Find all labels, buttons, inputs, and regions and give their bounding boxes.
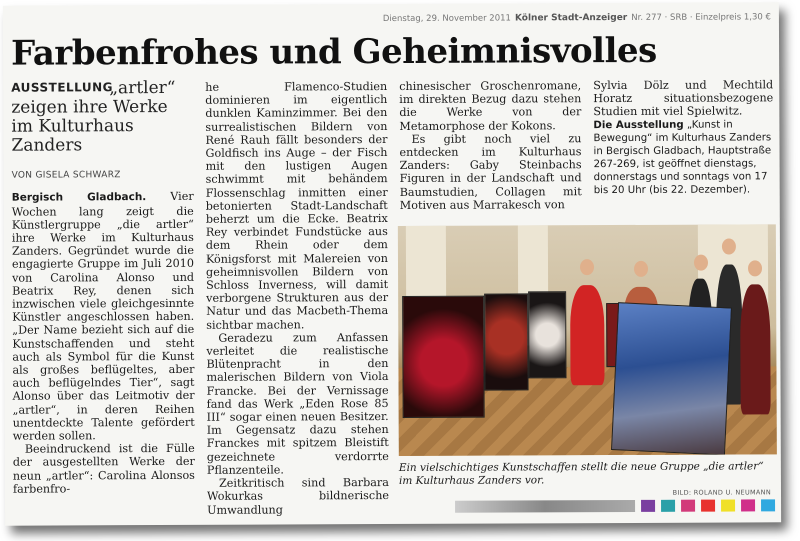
kicker-label: AUSSTELLUNG: [11, 80, 114, 95]
color-swatch: [741, 499, 755, 511]
artist-head: [634, 261, 648, 277]
masthead: [383, 12, 771, 24]
info-label: Die Ausstellung: [593, 119, 684, 131]
color-swatch: [661, 500, 675, 512]
article-paragraph: Beeindruckend ist die Fülle der ausgestellten Werke der neun „artler“: Carolina Alonsos farbenfro-: [12, 442, 195, 496]
flamenco-painting-1: [402, 296, 485, 418]
photo-credit: BILD: ROLAND U. NEUMANN: [672, 488, 772, 497]
color-swatch: [701, 500, 715, 512]
newspaper-clipping: [3, 2, 781, 525]
landscape-painting: [611, 302, 732, 455]
column-2: [205, 80, 389, 516]
color-swatch: [641, 500, 655, 512]
artist-head: [748, 260, 762, 276]
article-paragraph: Zeitkritisch sind Barbara Wokurkas bildnerische Umwandlung: [206, 476, 390, 517]
column-4: [593, 78, 774, 196]
color-swatch: [761, 499, 775, 511]
artist-woman-red: [570, 285, 604, 385]
issue-date: Dienstag, 29. November 2011: [382, 13, 511, 25]
article-paragraph: he Flamenco-Studien dominieren im eigentlich dunklen Kaminzimmer. Bei den surrealistischen Bildern von René Rauh fällt besonders der Goldfisch ins Auge – der Fisch mit den lustigen Augen schwimmt mit behändem Flossenschlag inmitten einer betonierten Stadt-Landschaft beherzt um die Ecke. Beatrix Rey verbindet Fundstücke aus dem Rhein oder dem Königsforst mit Malereien von geheimnisvollen Bildern von Schloss Inverness, will damit verborgene Strukturen aus der Natur und das Macbeth-Thema sichtbar machen.: [205, 80, 389, 332]
artist-woman-right: [740, 284, 771, 414]
photo-caption: Ein vielschichtiges Kunstschaffen stellt die neue Gruppe „die artler“ im Kulturhaus Zanders vor.: [398, 460, 764, 487]
article-paragraph: Sylvia Dölz und Mechtild Horatz situationsbezogene Studien mit viel Spielwitz.: [593, 78, 774, 119]
color-swatch: [681, 500, 695, 512]
artist-head: [580, 259, 594, 275]
color-swatch: [721, 500, 735, 512]
flamenco-painting-3: [528, 291, 566, 378]
artist-head: [694, 255, 708, 271]
issue-info: Nr. 277 · SRB · Einzelpreis 1,30 €: [631, 12, 771, 23]
flamenco-painting-2: [484, 293, 528, 390]
exhibition-info: Die Ausstellung „Kunst in Bewegung“ im Kulturhaus Zanders in Bergisch Gladbach, Hauptstraße 267-269, ist geöffnet dienstags, donnerstags und sonntags von 17 bis 20 Uhr (bis 22. Dezember).: [593, 119, 772, 196]
article-photo: [398, 224, 777, 456]
dateline-place: Bergisch Gladbach.: [11, 191, 147, 205]
headline: Farbenfrohes und Geheimnisvolles: [10, 30, 657, 74]
subheadline: „artler“ zeigen ihre Werke im Kulturhaus Zanders: [11, 78, 176, 156]
article-paragraph: Bergisch Gladbach. Vier Wochen lang zeigt die Künstlergruppe „die artler“ ihre Werke im Kulturhaus Zanders. Gegründet wurde die engagierte Gruppe im Juli 2010 von Carolina Alonso und Beatrix Rey, denen sich inzwischen viele gleichgesinnte Künstler angeschlossen haben. „Der Name bezieht sich auf die Kunstschaffenden und steht auch als Symbol für die Kunst als großes beflügeltes, aber auch beflügelndes Tier“, sagt Alonso über das Leitmotiv der „artler“, in deren Reihen unentdeckte Talente gefördert werden sollen.: [11, 190, 195, 443]
article-paragraph: Es gibt noch viel zu entdecken im Kulturhaus Zanders: Gaby Steinbachs Figuren in der Landschaft und Baumstudien, Collagen mit Motiven aus Marrakesch von: [399, 131, 582, 212]
column-3: [399, 79, 582, 212]
column-1: [11, 78, 195, 496]
author-byline: VON GISELA SCHWARZ: [11, 170, 121, 181]
article-paragraph: chinesischer Groschenromane, im direkten Bezug dazu stehen die Werke von der Metamorphose der Kokons.: [399, 79, 582, 133]
grey-scale-strip: [455, 500, 635, 513]
print-color-bar: [455, 498, 780, 513]
article-paragraph: Geradezu zum Anfassen verleitet die realistische Blütenpracht in den malerischen Bildern von Viola Francke. Bei der Vernissage fand das Werk „Eden Rose 85 III“ sogar einen neuen Besitzer. Im Gegensatz dazu stehen Franckes mit spitzem Bleistift gezeichnete verdorrte Pflanzenteile.: [206, 330, 389, 477]
artist-head: [722, 238, 736, 254]
newspaper-name: Kölner Stadt-Anzeiger: [514, 12, 628, 24]
